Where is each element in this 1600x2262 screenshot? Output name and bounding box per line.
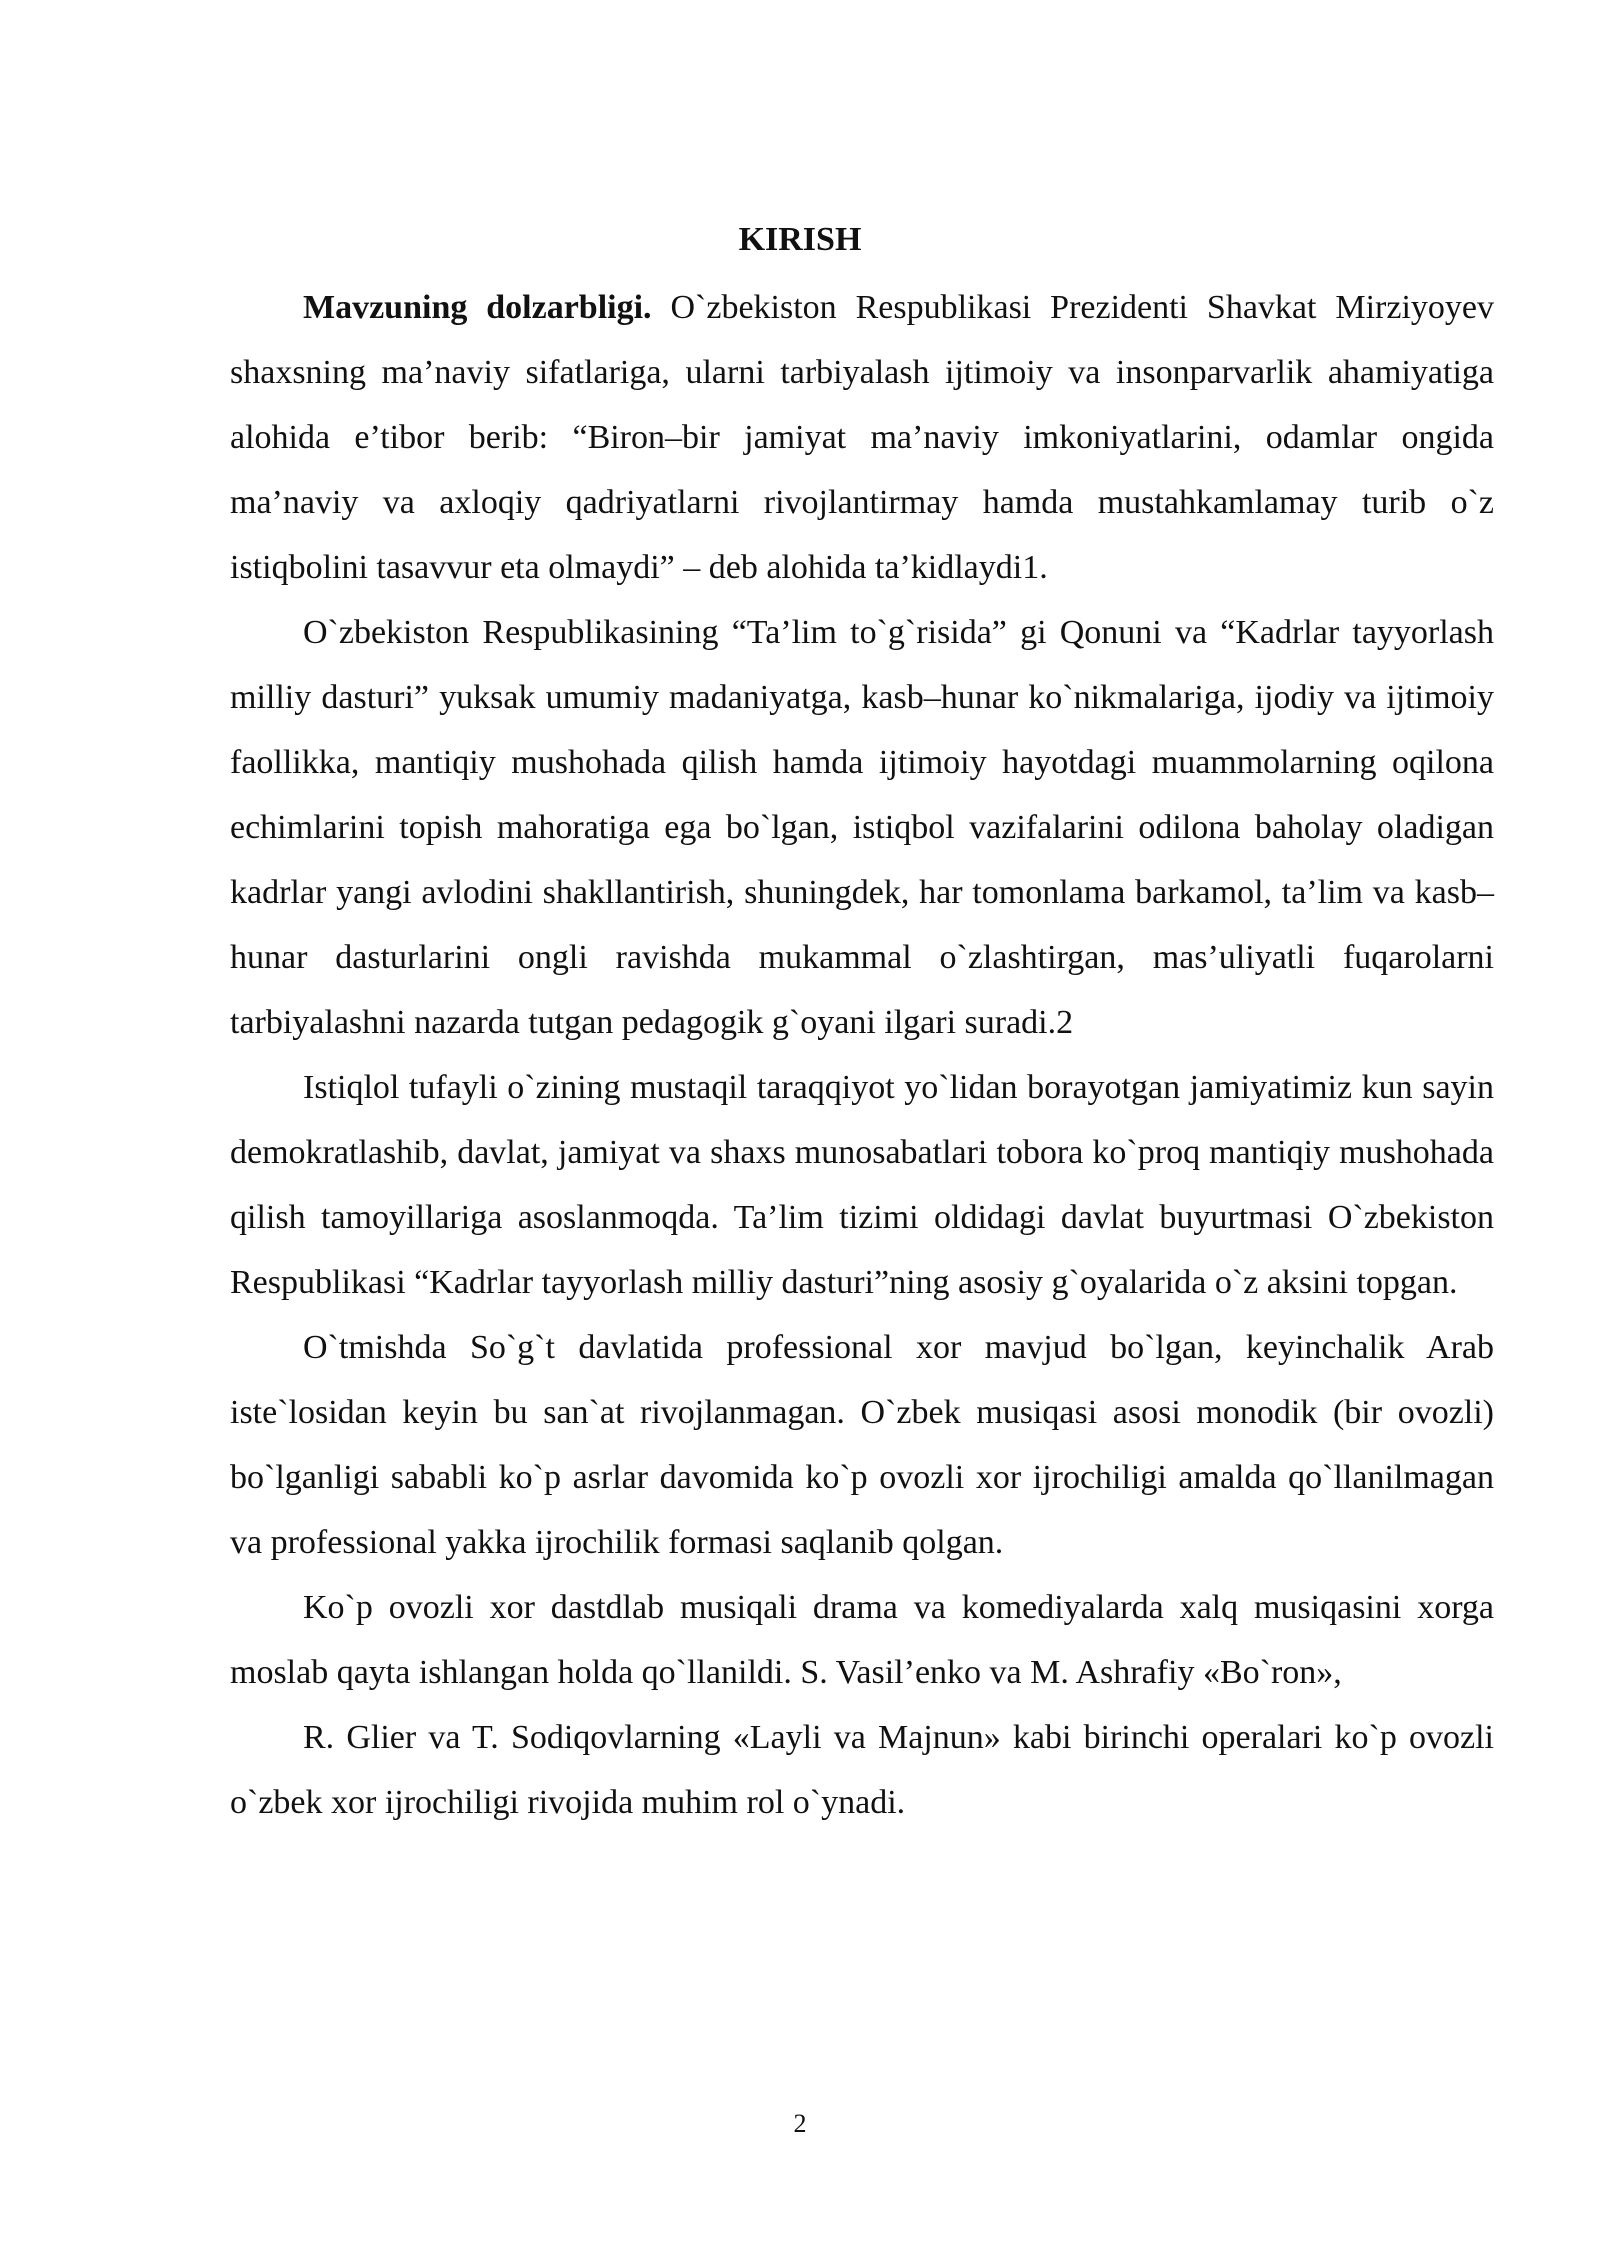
paragraph-istiqlol: Istiqlol tufayli o`zining mustaqil taraqqiyot yo`lidan borayotgan jamiyatimiz kun sayin demokratlashib, davlat, jamiyat va shaxs munosabatlari tobora ko`proq mantiqiy mushohada qilish tamoyillariga asoslanmoqda. Ta’lim tizimi oldidagi davlat buyurtmasi O`zbekiston Respublikasi “Kadrlar tayyorlash milliy dasturi”ning asosiy g`oyalarida o`z aksini topgan. bbox=[230, 1069, 1494, 1301]
page-number: 2 bbox=[793, 2109, 807, 2138]
paragraph-lead: Mavzuning dolzarbligi. bbox=[303, 289, 652, 326]
paragraph-otmish: O`tmishda So`g`t davlatida professional xor mavjud bo`lgan, keyinchalik Arab iste`losidan keyin bu san`at rivojlanmagan. O`zbek musiqasi asosi monodik (bir ovozli) bo`lganligi sababli ko`p asrlar davomida ko`p ovozli xor ijrochiligi amalda qo`llanilmagan va professional yakka ijrochilik formasi saqlanib qolgan. bbox=[230, 1329, 1494, 1561]
paragraph-kop-ovozli: Ko`p ovozli xor dastdlab musiqali drama va komediyalarda xalq musiqasini xorga moslab qayta ishlangan holda qo`llanildi. S. Vasil’enko va M. Ashrafiy «Bo`ron», bbox=[230, 1589, 1494, 1691]
paragraph-operalar: R. Glier va T. Sodiqovlarning «Layli va Majnun» kabi birinchi operalari ko`p ovozli o`zbek xor ijrochiligi rivojida muhim rol o`ynadi. bbox=[230, 1719, 1494, 1821]
paragraph-text: O`zbekiston Respublikasi Prezidenti Shavkat Mirziyoyev shaxsning ma’naviy sifatlariga, ularni tarbiyalash ijtimoiy va insonparvarlik ahamiyatiga alohida e’tibor berib: “Biron–bir jamiyat ma’naviy imkoniyatlarini, odamlar ongida ma’naviy va axloqiy qadriyatlarni rivojlantirmay hamda mustahkamlamay turib o`z istiqbolini tasavvur eta olmaydi” – deb alohida ta’kidlaydi1. bbox=[230, 289, 1495, 586]
paragraph-dolzarblik bbox=[230, 275, 1494, 600]
body-text bbox=[230, 275, 1494, 1835]
paragraph-qonun: O`zbekiston Respublikasining “Ta’lim to`g`risida” gi Qonuni va “Kadrlar tayyorlash milliy dasturi” yuksak umumiy madaniyatga, kasb–hunar ko`nikmalariga, ijodiy va ijtimoiy faollikka, mantiqiy mushohada qilish hamda ijtimoiy hayotdagi muammolarning oqilona echimlarini topish mahoratiga ega bo`lgan, istiqbol vazifalarini odilona baholay oladigan kadrlar yangi avlodini shakllantirish, shuningdek, har tomonlama barkamol, ta’lim va kasb–hunar dasturlarini ongli ravishda mukammal o`zlashtirgan, mas’uliyatli fuqarolarni tarbiyalashni nazarda tutgan pedagogik g`oyani ilgari suradi.2 bbox=[230, 614, 1494, 1041]
page-heading: KIRISH bbox=[738, 221, 862, 258]
